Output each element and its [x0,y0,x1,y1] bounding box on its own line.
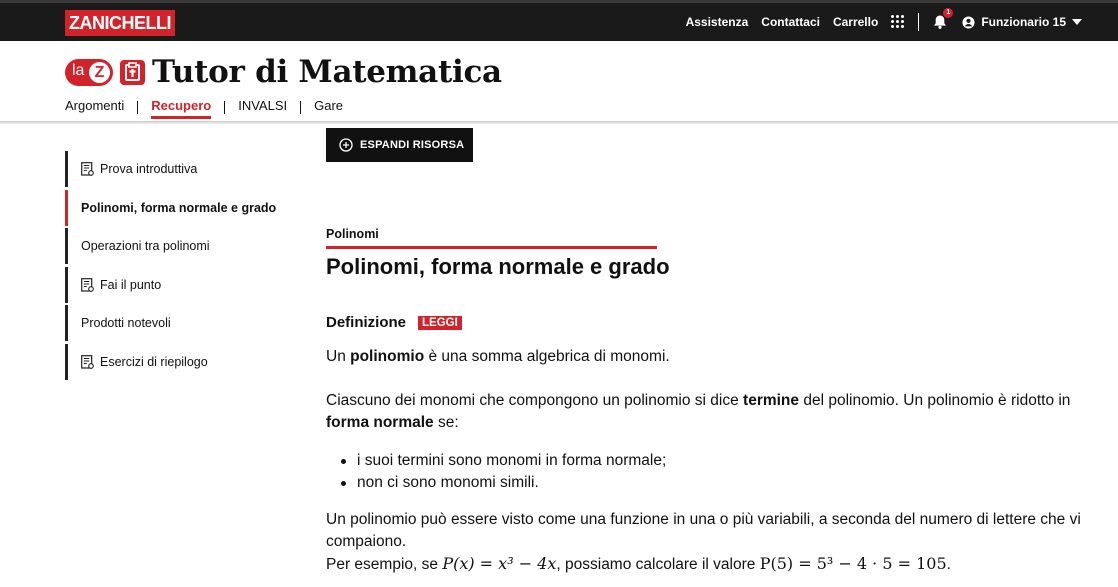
header-shadow [0,121,1118,124]
definition-label: Definizione [326,314,407,331]
sidebar [65,151,285,382]
link-carrello[interactable]: Carrello [832,15,879,29]
user-menu[interactable] [962,15,1082,29]
nav-invalsi[interactable]: INVALSI [238,98,288,113]
sidebar-item-fai-il-punto[interactable] [65,267,285,303]
document-icon [81,162,94,176]
sidebar-item-label: Esercizi di riepilogo [100,354,208,369]
sidebar-item-polinomi-forma-normale[interactable] [65,190,285,226]
paragraph-2: Ciascuno dei monomi che compongono un polinomio si dice termine del polinomio. Un polinomio è ridotto in forma normale se: [326,392,1071,431]
plus-circle-icon [339,138,353,152]
formula-p-of-x: P(x) = x³ − 4x [442,554,557,573]
section-label: Polinomi [326,227,379,241]
app-title: Tutor di Matematica [152,54,502,90]
nav-gare[interactable]: Gare [314,98,344,113]
list-item: i suoi termini sono monomi in forma normale; [341,450,666,472]
link-contattaci[interactable]: Contattaci [761,15,820,29]
sidebar-item-esercizi-di-riepilogo[interactable] [65,344,285,380]
nav-divider [137,101,138,114]
notification-badge: 1 [943,8,953,18]
notifications-button[interactable] [932,9,951,30]
user-name: Funzionario 15 [981,15,1066,29]
nav-divider [224,101,225,114]
sidebar-item-label: Operazioni tra polinomi [81,239,210,253]
user-circle-icon [962,16,975,29]
list-item: non ci sono monomi simili. [341,472,666,494]
expand-resource-button[interactable] [326,128,473,162]
nav-recupero[interactable]: Recupero [151,98,211,117]
document-icon [81,355,94,369]
criteria-list [341,450,666,494]
expand-resource-label: ESPANDI RISORSA [360,139,465,151]
top-links [673,3,1082,41]
page-title: Polinomi, forma normale e grado [326,254,670,279]
formula-p-of-5: P(5) = 5³ − 4 · 5 = 105 [759,554,947,573]
laz-logo-z: Z [89,62,110,83]
link-assistenza[interactable]: Assistenza [685,15,749,29]
document-icon [81,278,94,292]
read-button[interactable]: LEGGI [418,316,462,330]
sidebar-item-operazioni-tra-polinomi[interactable] [65,228,285,264]
top-bar [0,0,1118,41]
definition-header [326,314,462,331]
section-underline [326,246,657,249]
zanichelli-logo[interactable]: ZANICHELLI [65,10,175,36]
tutor-logo-icon [120,60,145,85]
sidebar-item-label: Prova introduttiva [100,162,198,176]
sidebar-item-label: Polinomi, forma normale e grado [81,200,277,215]
apps-grid-icon[interactable] [891,15,905,29]
sidebar-item-prova-introduttiva[interactable] [65,151,285,187]
sidebar-item-prodotti-notevoli[interactable] [65,305,285,341]
chevron-down-icon [1072,19,1082,25]
divider [918,13,919,31]
sidebar-item-label: Fai il punto [100,277,162,292]
paragraph-1: Un polinomio è una somma algebrica di monomi. [326,348,670,365]
paragraph-3: Un polinomio può essere visto come una funzione in una o più variabili, a seconda del numero di lettere che vi compaiono. [326,511,1081,550]
laz-logo-la: la [72,61,85,79]
sidebar-item-label: Prodotti notevoli [81,316,171,330]
laz-logo[interactable] [65,59,113,86]
brand-header [65,54,502,90]
main-nav [65,98,343,117]
paragraph-4: Per esempio, se P(x) = x³ − 4x, possiamo calcolare il valore P(5) = 5³ − 4 · 5 = 105. [326,554,951,573]
nav-argomenti[interactable]: Argomenti [65,98,125,113]
nav-divider [300,101,301,114]
